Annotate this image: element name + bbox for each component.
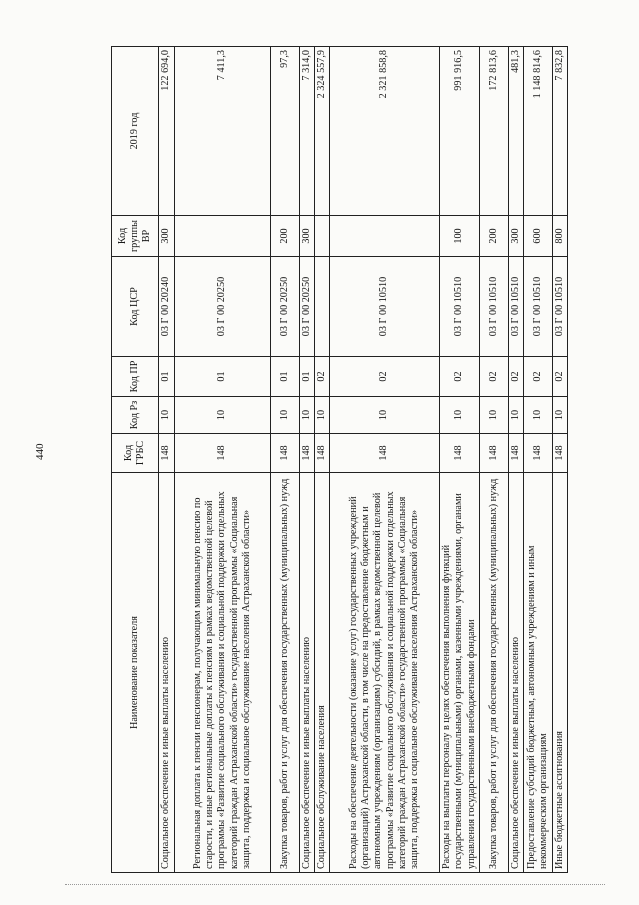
row-grbs: 148 bbox=[175, 434, 271, 473]
row-name: Закупка товаров, работ и услуг для обеспечения государственных (муниципальных) нужд bbox=[271, 473, 300, 873]
table-row bbox=[175, 47, 271, 873]
row-value: 481,3 bbox=[509, 47, 524, 216]
row-grbs: 148 bbox=[315, 434, 330, 473]
header-csr: Код ЦСР bbox=[112, 257, 159, 357]
row-rz: 10 bbox=[175, 397, 271, 434]
row-name: Социальное обеспечение и иные выплаты населению bbox=[300, 473, 315, 873]
table-row bbox=[480, 47, 509, 873]
table-row bbox=[440, 47, 480, 873]
row-grbs: 148 bbox=[440, 434, 480, 473]
row-vr: 200 bbox=[480, 216, 509, 257]
rotated-table-container bbox=[111, 47, 565, 873]
row-value: 2 324 557,9 bbox=[315, 47, 330, 216]
table-row bbox=[159, 47, 175, 873]
row-value: 2 321 858,8 bbox=[330, 47, 440, 216]
row-csr: 03 Г 00 20240 bbox=[159, 257, 175, 357]
row-csr: 03 Г 00 10510 bbox=[524, 257, 553, 357]
table-row bbox=[300, 47, 315, 873]
table-row bbox=[315, 47, 330, 873]
row-rz: 10 bbox=[440, 397, 480, 434]
row-pr: 01 bbox=[300, 357, 315, 397]
row-rz: 10 bbox=[159, 397, 175, 434]
row-grbs: 148 bbox=[480, 434, 509, 473]
row-csr: 03 Г 00 20250 bbox=[175, 257, 271, 357]
row-csr: 03 Г 00 10510 bbox=[553, 257, 568, 357]
row-value: 172 813,6 bbox=[480, 47, 509, 216]
row-pr: 02 bbox=[315, 357, 330, 397]
row-rz: 10 bbox=[271, 397, 300, 434]
header-grbs: Код ГРБС bbox=[112, 434, 159, 473]
row-vr bbox=[330, 216, 440, 257]
row-csr: 03 Г 00 10510 bbox=[509, 257, 524, 357]
row-rz: 10 bbox=[480, 397, 509, 434]
row-grbs: 148 bbox=[553, 434, 568, 473]
row-grbs: 148 bbox=[271, 434, 300, 473]
row-value: 97,3 bbox=[271, 47, 300, 216]
row-pr: 02 bbox=[480, 357, 509, 397]
bottom-dotted-line bbox=[65, 884, 605, 885]
row-pr: 02 bbox=[509, 357, 524, 397]
header-name: Наименование показателя bbox=[112, 473, 159, 873]
table-row bbox=[524, 47, 553, 873]
budget-table bbox=[111, 46, 568, 873]
row-csr: 03 Г 00 20250 bbox=[300, 257, 315, 357]
row-name: Социальное обеспечение и иные выплаты населению bbox=[509, 473, 524, 873]
row-vr: 100 bbox=[440, 216, 480, 257]
row-csr bbox=[315, 257, 330, 357]
row-name: Предоставление субсидий бюджетным, автономным учреждениям и иным некоммерческим организациям bbox=[524, 473, 553, 873]
row-vr: 300 bbox=[509, 216, 524, 257]
row-value: 1 148 814,6 bbox=[524, 47, 553, 216]
row-vr bbox=[315, 216, 330, 257]
row-pr: 02 bbox=[440, 357, 480, 397]
row-value: 122 694,0 bbox=[159, 47, 175, 216]
row-vr: 200 bbox=[271, 216, 300, 257]
row-rz: 10 bbox=[553, 397, 568, 434]
row-name: Расходы на обеспечение деятельности (оказание услуг) государственных учреждений (организаций) Астраханской области, в том числе на предоставление бюджетным и автономным учреждениям (организациям) субсидий, в рамках ведомственной целевой программы «Развитие социального обслуживания и социальной поддержки отдельных категорий граждан Астраханской области» государственной программы «Социальная защита, поддержка и социальное обслуживание населения Астраханской области» bbox=[330, 473, 440, 873]
row-rz: 10 bbox=[315, 397, 330, 434]
header-vr: Код группы ВР bbox=[112, 216, 159, 257]
row-rz: 10 bbox=[300, 397, 315, 434]
row-name: Закупка товаров, работ и услуг для обеспечения государственных (муниципальных) нужд bbox=[480, 473, 509, 873]
row-vr: 300 bbox=[159, 216, 175, 257]
row-value: 7 411,3 bbox=[175, 47, 271, 216]
row-grbs: 148 bbox=[524, 434, 553, 473]
row-name: Расходы на выплаты персоналу в целях обеспечения выполнения функций государственными (муниципальными) органами, казенными учреждениями, органами управления государственными внебюджетными фондами bbox=[440, 473, 480, 873]
header-year: 2019 год bbox=[112, 47, 159, 216]
table-row bbox=[509, 47, 524, 873]
page-number: 440 bbox=[34, 443, 46, 460]
row-name: Иные бюджетные ассигнования bbox=[553, 473, 568, 873]
table-row bbox=[271, 47, 300, 873]
row-vr: 300 bbox=[300, 216, 315, 257]
row-pr: 01 bbox=[159, 357, 175, 397]
table-row bbox=[553, 47, 568, 873]
row-name: Социальное обеспечение и иные выплаты населению bbox=[159, 473, 175, 873]
row-name: Социальное обслуживание населения bbox=[315, 473, 330, 873]
header-pr: Код ПР bbox=[112, 357, 159, 397]
row-grbs: 148 bbox=[300, 434, 315, 473]
header-rz: Код Рз bbox=[112, 397, 159, 434]
row-pr: 02 bbox=[553, 357, 568, 397]
row-rz: 10 bbox=[524, 397, 553, 434]
row-csr: 03 Г 00 10510 bbox=[480, 257, 509, 357]
row-rz: 10 bbox=[509, 397, 524, 434]
row-vr bbox=[175, 216, 271, 257]
row-pr: 02 bbox=[524, 357, 553, 397]
row-grbs: 148 bbox=[159, 434, 175, 473]
row-csr: 03 Г 00 10510 bbox=[330, 257, 440, 357]
row-value: 7 314,0 bbox=[300, 47, 315, 216]
row-value: 7 832,8 bbox=[553, 47, 568, 216]
row-grbs: 148 bbox=[330, 434, 440, 473]
row-vr: 600 bbox=[524, 216, 553, 257]
budget-table-frame bbox=[111, 47, 565, 873]
row-pr: 02 bbox=[330, 357, 440, 397]
row-rz: 10 bbox=[330, 397, 440, 434]
row-value: 991 916,5 bbox=[440, 47, 480, 216]
header-row bbox=[112, 47, 159, 873]
row-vr: 800 bbox=[553, 216, 568, 257]
row-name: Региональная доплата к пенсии пенсионерам, получающим минимальную пенсию по старости, и иные региональные доплаты к пенсиям в рамках ведомственной целевой программы «Развитие социального обслуживания и социальной поддержки отдельных категорий граждан Астраханской области» государственной программы «Социальная защита, поддержка и социальное обслуживание населения Астраханской области» bbox=[175, 473, 271, 873]
table-row bbox=[330, 47, 440, 873]
row-grbs: 148 bbox=[509, 434, 524, 473]
row-csr: 03 Г 00 10510 bbox=[440, 257, 480, 357]
row-csr: 03 Г 00 20250 bbox=[271, 257, 300, 357]
row-pr: 01 bbox=[271, 357, 300, 397]
row-pr: 01 bbox=[175, 357, 271, 397]
